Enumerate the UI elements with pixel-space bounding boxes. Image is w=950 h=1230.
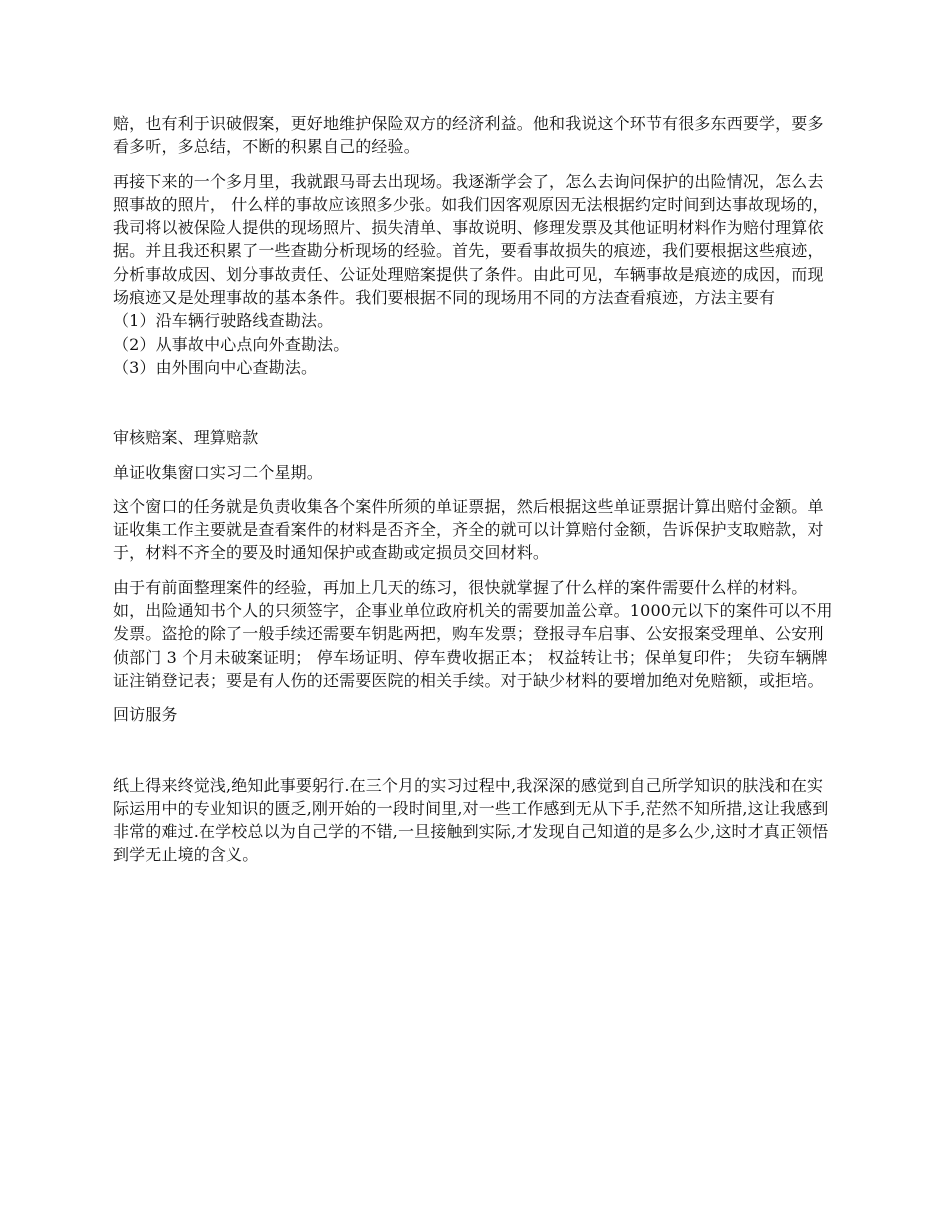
- paragraph-materials-required: 由于有前面整理案件的经验，再加上几天的练习，很快就掌握了什么样的案件需要什么样的材料。如，出险通知书个人的只须签字，企事业单位政府机关的需要加盖公章。1000元以下的案件可以不用发票。盗抢的除了一般手续还需要车钥匙两把，购车发票；登报寻车启事、公安报案受理单、公安刑侦部门 3 个月未破案证明； 停车场证明、停车费收据正本； 权益转让书；保单复印件； 失窃车辆牌证注销登记表；要是有人伤的还需要医院的相关手续。对于缺少材料的要增加绝对免赔额，或拒培。: [113, 577, 833, 690]
- document-page: [113, 112, 839, 867]
- paragraph-window-task: 这个窗口的任务就是负责收集各个案件所须的单证票据，然后根据这些单证票据计算出赔付金额。单证收集工作主要就是查看案件的材料是否齐全，齐全的就可以计算赔付金额，告诉保护支取赔款，对于，材料不齐全的要及时通知保护或查勘或定损员交回材料。: [113, 496, 824, 563]
- list-item-method-2: （2）从事故中心点向外查勘法。: [113, 334, 350, 354]
- list-item-method-3: （3）由外围向中心查勘法。: [113, 357, 318, 377]
- section-heading-follow-up-service: 回访服务: [113, 705, 178, 725]
- section-heading-claim-review: 审核赔案、理算赔款: [113, 428, 259, 448]
- paragraph-conclusion: 纸上得来终觉浅,绝知此事要躬行.在三个月的实习过程中,我深深的感觉到自己所学知识的肤浅和在实际运用中的专业知识的匮乏,刚开始的一段时间里,对一些工作感到无从下手,茫然不知所措,这让我感到非常的难过.在学校总以为自己学的不错,一旦接触到实际,才发现自己知道的是多么少,这时才真正领悟到学无止境的含义。: [113, 775, 829, 865]
- paragraph-intro-continued: 赔，也有利于识破假案，更好地维护保险双方的经济利益。他和我说这个环节有很多东西要学，要多看多听，多总结，不断的积累自己的经验。: [113, 114, 824, 157]
- list-item-method-1: （1）沿车辆行驶路线查勘法。: [113, 311, 334, 331]
- paragraph-document-window: 单证收集窗口实习二个星期。: [113, 462, 323, 482]
- paragraph-site-survey: 再接下来的一个多月里，我就跟马哥去出现场。我逐渐学会了，怎么去询问保护的出险情况，怎么去照事故的照片， 什么样的事故应该照多少张。如我们因客观原因无法根据约定时间到达事故现场的，我司将以被保险人提供的现场照片、损失清单、事故说明、修理发票及其他证明材料作为赔付理算依据。并且我还积累了一些查勘分析现场的经验。首先，要看事故损失的痕迹，我们要根据这些痕迹，分析事故成因、划分事故责任、公证处理赔案提供了条件。由此可见，车辆事故是痕迹的成因，而现场痕迹又是处理事故的基本条件。我们要根据不同的现场用不同的方法查看痕迹，方法主要有: [113, 171, 829, 308]
